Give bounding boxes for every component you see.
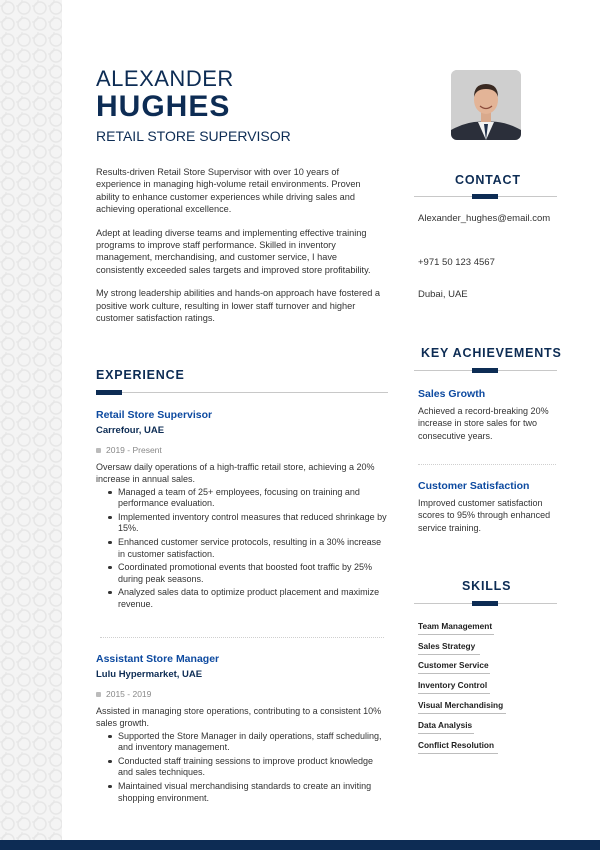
skills-heading: SKILLS: [462, 579, 512, 593]
summary-paragraph: Results-driven Retail Store Supervisor with over 10 years of experience in managing high-volume retail environments. Proven ability to enhance customer experiences while driving sales and achieving operational excellence.: [96, 167, 361, 215]
calendar-icon: [96, 448, 101, 453]
skill-item: Team Management: [418, 621, 493, 631]
divider: [418, 733, 474, 734]
divider: [418, 673, 490, 674]
achievement-title: Customer Satisfaction: [418, 480, 530, 492]
job-dates-text: 2015 - 2019: [106, 689, 152, 699]
summary-paragraph: My strong leadership abilities and hands-on approach have fostered a positive work culture, resulting in lower staff turnover and higher customer satisfaction ratings.: [96, 288, 380, 324]
job-description: Assisted in managing store operations, contributing to a consistent 10% sales growth.: [96, 706, 382, 728]
footer-bar: [0, 840, 600, 850]
achievement-description: Achieved a record-breaking 20% increase in store sales for two consecutive years.: [418, 406, 549, 441]
accent-bar: [472, 194, 498, 199]
job-bullets: [96, 731, 388, 805]
job-dates: [96, 689, 388, 699]
list-item: Coordinated promotional events that boosted foot traffic by 25% during peak seasons.: [118, 562, 388, 586]
divider: [418, 693, 490, 694]
profile-photo: [451, 70, 521, 140]
calendar-icon: [96, 692, 101, 697]
divider: [418, 464, 556, 465]
list-item: Conducted staff training sessions to improve product knowledge and sales techniques.: [118, 756, 388, 780]
job-description: Oversaw daily operations of a high-traffic retail store, achieving a 20% increase in annual sales.: [96, 462, 375, 484]
contact-phone[interactable]: +971 50 123 4567: [418, 257, 495, 268]
accent-bar: [472, 601, 498, 606]
job-role: Assistant Store Manager: [96, 653, 220, 665]
contact-heading: CONTACT: [455, 173, 521, 187]
job-entry: [96, 409, 388, 612]
accent-bar: [472, 368, 498, 373]
list-item: Analyzed sales data to optimize product placement and maximize revenue.: [118, 587, 388, 611]
job-dates: [96, 445, 388, 455]
list-item: Managed a team of 25+ employees, focusing on training and performance evaluation.: [118, 487, 388, 511]
achievements-heading: KEY ACHIEVEMENTS: [421, 346, 562, 360]
divider: [418, 634, 494, 635]
experience-heading: EXPERIENCE: [96, 368, 185, 382]
list-item: Implemented inventory control measures that reduced shrinkage by 15%.: [118, 511, 387, 534]
skill-item: Data Analysis: [418, 720, 473, 730]
skill-item: Inventory Control: [418, 680, 488, 690]
divider: [418, 654, 480, 655]
list-item: Maintained visual merchandising standards to create an inviting shopping environment.: [118, 781, 388, 805]
divider: [100, 637, 384, 638]
list-item: Enhanced customer service protocols, resulting in a 30% increase in customer satisfaction.: [118, 537, 388, 561]
skill-item: Customer Service: [418, 660, 489, 670]
job-company: Carrefour, UAE: [96, 425, 165, 436]
achievement-description: Improved customer satisfaction scores to 95% through enhanced service training.: [418, 498, 551, 533]
job-entry: [96, 653, 388, 806]
skill-item: Sales Strategy: [418, 641, 476, 651]
contact-email[interactable]: Alexander_hughes@email.com: [418, 213, 551, 224]
job-dates-text: 2019 - Present: [106, 445, 162, 455]
job-company: Lulu Hypermarket, UAE: [96, 669, 203, 680]
accent-bar: [96, 390, 122, 395]
achievement-item: [418, 388, 560, 442]
decorative-pattern: [0, 0, 62, 850]
contact-location: Dubai, UAE: [418, 289, 468, 300]
job-bullets: [96, 487, 388, 611]
first-name: ALEXANDER: [96, 66, 234, 91]
divider: [96, 392, 388, 393]
job-role: Retail Store Supervisor: [96, 409, 213, 421]
skill-item: Visual Merchandising: [418, 700, 504, 710]
skill-item: Conflict Resolution: [418, 740, 495, 750]
list-item: Supported the Store Manager in daily operations, staff scheduling, and inventory management.: [118, 731, 388, 755]
achievement-item: [418, 480, 560, 534]
job-title: RETAIL STORE SUPERVISOR: [96, 128, 291, 144]
summary: [96, 166, 386, 335]
last-name: HUGHES: [96, 90, 231, 123]
divider: [418, 753, 498, 754]
summary-paragraph: Adept at leading diverse teams and implementing effective training programs to improve staff performance. Skilled in inventory management, merchandising, and customer service, I have consistently exceeded sales targets and improved store profitability.: [96, 227, 371, 275]
achievement-title: Sales Growth: [418, 388, 486, 400]
divider: [418, 713, 506, 714]
